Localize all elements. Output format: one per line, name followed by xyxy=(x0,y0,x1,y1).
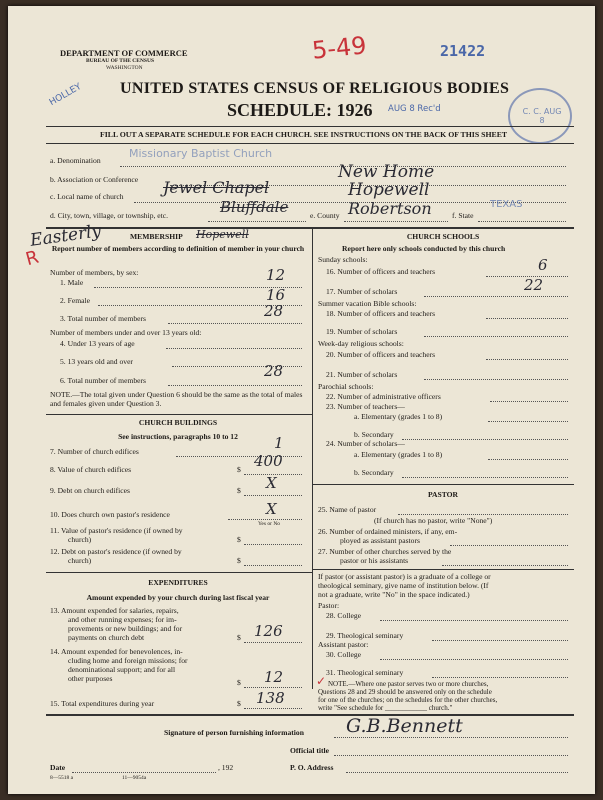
signature-label: Signature of person furnishing information xyxy=(164,728,304,737)
q14-label: 14. Amount expended for benevolences, in- xyxy=(50,647,183,656)
q8-answer: 400 xyxy=(254,452,283,470)
state-label: f. State xyxy=(452,211,474,220)
handwritten-code: 5-49 xyxy=(310,31,368,65)
q15-label: 15. Total expenditures during year xyxy=(50,699,155,708)
q26-label: 26. Number of ordained ministers, if any, em- xyxy=(318,527,458,536)
q9-label: 9. Debt on church edifices xyxy=(50,486,130,495)
county-value: Robertson xyxy=(348,199,432,218)
city-label: WASHINGTON xyxy=(106,65,143,71)
census-form: DEPARTMENT OF COMMERCE BUREAU OF THE CENSUS WASHINGTON 5-49 21422 HOLLEY UNITED STATES CENSUS OF RELIGIOUS BODIES SCHEDULE: 1926 AUG 8 Rec'd C. C. AUG 8 FILL OUT A SEPARATE SCHEDULE FOR EACH CHURCH. SEE INSTRUCTIONS ON THE BACK OF THIS SHEET a. Denomination Missionary Baptist Church b. Association or Conference New Home c. Local name of church Jewel Chapel Hopewell d. City, town, village, or township, etc. Bluffdale e. County Robertson f. State TEXAS Easterly R MEMBERSHIP Hopewell Report number of members according to definition of member in your church Number of members, by sex: 1. Male 12 2. Female 16 3. Total number of members 28 Number of members under and over 13 years old: 4. Under 13 years of age 5. 13 years old and over 6. Total number of members 28 NOTE.—The total given under Question 6 should be the same as the total of males and females given under Question 3. CHURCH BUILDINGS See instructions, paragraphs 10 to 12 7. Number of church edifices 1 8. Value of church edifices $ 400 9. Debt on church edifices $ X 10. Does church own pastor's residence X Yes or No 11. Value of pastor's residence (if owned by church) $ 12. Debt on pastor's residence (if owned by church) $ EXPENDITURES Amount expended by your church during last fiscal year 13. Amount expended for salaries, repairs, and other running expenses; for im- provements or new buildings; and for payments on church debt $ 126 14. Amount expended for benevolences, in- cluding home and foreign missions; for denominational support; and for all other purposes $ 12 15. Total expenditures during year $ 138 CHURCH SCHOOLS Report here only schools conducted by this church Sunday schools: 16. Number of officers and teachers 6 17. Number of scholars 22 Summer vacation Bible schools: 18. Number of officers and teachers 19. Number of scholars Week-day religious schools: 20. Number of officers and teachers 21. Number of scholars Parochial schools: 22. Number of administrative officers 23. Number of teachers— a. Elementary (grades 1 to 8) b. Secondary 24. Number of scholars— a. Elementary (grades 1 to 8) b. Secondary PASTOR 25. Name of pastor (If church has no pastor, write "None") 26. Number of ordained ministers, if any, em- ployed as assistant pastors 27. Number of other churches served by the pastor or his assistants If pastor (or assistant pastor) is a graduate of a college or theological seminary, give name of institution below. (If not a graduate, write "No" in the space indicated.) Pastor: 28. College 29. Theological seminary Assistant pastor: 30. College 31. Theological seminary ✓ NOTE.—Where one pastor serves two or more churches, Questions 28 and 29 should be answered only on the schedule for one of the churches; on the schedules for the other churches, write "See schedule for ____________ church." Signature of person furnishing information G.B.Bennett Official title Date , 192 P. O. Address 8—5518 a 11—9054a xyxy=(8,6,595,794)
form-number: 8—5518 a xyxy=(50,775,74,781)
association-value: New Home xyxy=(338,162,435,182)
schedule-number: 21422 xyxy=(440,42,486,60)
form-title: UNITED STATES CENSUS OF RELIGIOUS BODIES xyxy=(120,80,510,97)
dept-label: DEPARTMENT OF COMMERCE xyxy=(60,48,188,58)
q7-answer: 1 xyxy=(274,434,284,452)
membership-note: NOTE.—The total given under Question 6 should be the same as the total of males and females given under Question 3. xyxy=(50,390,303,408)
local-name-struck: Jewel Chapel xyxy=(163,178,270,197)
received-stamp: AUG 8 Rec'd xyxy=(388,104,441,114)
membership-struck-note: Hopewell xyxy=(196,228,249,241)
q16-answer: 6 xyxy=(538,256,548,274)
q31-label: 31. Theological seminary xyxy=(326,668,404,677)
q22-label: 22. Number of administrative officers xyxy=(326,392,441,401)
membership-intro: Report number of members according to definition of member in your church xyxy=(51,244,305,253)
q30-label: 30. College xyxy=(326,650,362,659)
expenditures-heading: EXPENDITURES xyxy=(148,578,208,587)
q27-label: 27. Number of other churches served by the xyxy=(318,547,452,556)
q17-label: 17. Number of scholars xyxy=(326,287,398,296)
q1-answer: 12 xyxy=(266,266,286,284)
margin-note: Easterly xyxy=(28,221,103,251)
po-address-label: P. O. Address xyxy=(290,763,334,772)
city-value: Bluffdale xyxy=(220,198,289,216)
margin-red-mark: R xyxy=(23,246,42,271)
q20-label: 20. Number of officers and teachers xyxy=(326,350,436,359)
buildings-sub: See instructions, paragraphs 10 to 12 xyxy=(118,432,238,441)
instruction-line: FILL OUT A SEPARATE SCHEDULE FOR EACH CHURCH. SEE INSTRUCTIONS ON THE BACK OF THIS SHEET xyxy=(100,130,508,139)
schedule-year: SCHEDULE: 1926 xyxy=(227,100,373,120)
q15-answer: 138 xyxy=(256,689,285,707)
red-check-mark: ✓ xyxy=(316,674,327,688)
q17-answer: 22 xyxy=(524,276,544,294)
q6-label: 6. Total number of members xyxy=(60,376,147,385)
buildings-heading: CHURCH BUILDINGS xyxy=(138,418,218,427)
date-label: Date xyxy=(50,763,66,772)
q29-label: 29. Theological seminary xyxy=(326,631,404,640)
q1-label: 1. Male xyxy=(60,278,84,287)
q25-label: 25. Name of pastor xyxy=(318,505,377,514)
q24-label: 24. Number of scholars— xyxy=(326,439,405,448)
q9-answer: X xyxy=(266,474,277,492)
expenditures-sub: Amount expended by your church during last fiscal year xyxy=(86,593,270,602)
q8-label: 8. Value of church edifices xyxy=(50,465,132,474)
signature: G.B.Bennett xyxy=(346,715,463,737)
schools-sub: Report here only schools conducted by this church xyxy=(342,244,506,253)
county-label: e. County xyxy=(310,211,340,220)
column-divider xyxy=(312,227,313,689)
pastor-heading: PASTOR xyxy=(427,490,459,499)
denomination-value: Missionary Baptist Church xyxy=(129,147,273,160)
pastor-note: NOTE.—Where one pastor serves two or more churches, xyxy=(328,680,489,688)
q5-label: 5. 13 years old and over xyxy=(60,357,133,366)
denomination-label: a. Denomination xyxy=(50,156,101,165)
schools-heading: CHURCH SCHOOLS xyxy=(406,232,480,241)
divider xyxy=(46,126,574,127)
q2-label: 2. Female xyxy=(60,296,90,305)
q12-label: 12. Debt on pastor's residence (if owned by xyxy=(50,547,182,556)
q3-answer: 28 xyxy=(264,302,284,320)
bureau-label: BUREAU OF THE CENSUS xyxy=(86,58,155,64)
q28-label: 28. College xyxy=(326,611,362,620)
q18-label: 18. Number of officers and teachers xyxy=(326,309,436,318)
divider xyxy=(46,143,574,144)
local-name-value: Hopewell xyxy=(348,180,430,200)
city-label: d. City, town, village, or township, etc. xyxy=(50,211,169,220)
q6-answer: 28 xyxy=(264,362,284,380)
graduate-instruction: If pastor (or assistant pastor) is a graduate of a college or xyxy=(318,572,491,581)
seal-stamp: C. C. AUG 8 xyxy=(508,88,572,144)
q10-label: 10. Does church own pastor's residence xyxy=(50,510,170,519)
q13-answer: 126 xyxy=(254,622,283,640)
q14-answer: 12 xyxy=(264,668,284,686)
q11-label: 11. Value of pastor's residence (if owned by xyxy=(50,526,183,535)
membership-heading: MEMBERSHIP xyxy=(130,232,183,241)
q19-label: 19. Number of scholars xyxy=(326,327,398,336)
official-title-label: Official title xyxy=(290,746,330,755)
holley-stamp: HOLLEY xyxy=(47,81,84,109)
q4-label: 4. Under 13 years of age xyxy=(60,339,135,348)
q21-label: 21. Number of scholars xyxy=(326,370,398,379)
q23-label: 23. Number of teachers— xyxy=(326,402,405,411)
q7-label: 7. Number of church edifices xyxy=(50,447,139,456)
divider xyxy=(46,227,574,229)
local-name-label: c. Local name of church xyxy=(50,192,124,201)
q2-answer: 16 xyxy=(266,286,286,304)
q13-label: 13. Amount expended for salaries, repairs, xyxy=(50,606,179,615)
q16-label: 16. Number of officers and teachers xyxy=(326,267,436,276)
q3-label: 3. Total number of members xyxy=(60,314,147,323)
state-value: TEXAS xyxy=(490,199,523,210)
q10-answer: X xyxy=(266,500,277,518)
association-label: b. Association or Conference xyxy=(50,175,139,184)
